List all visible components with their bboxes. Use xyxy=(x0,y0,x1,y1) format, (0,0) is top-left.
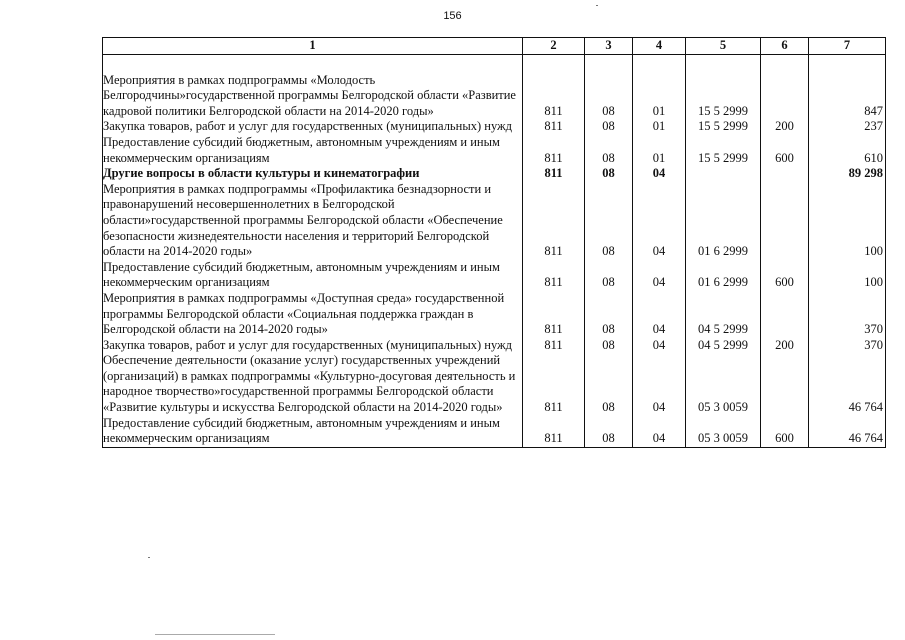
row-section: 08 xyxy=(585,135,633,166)
row-subsection: 04 xyxy=(633,353,686,415)
row-code: 811 xyxy=(523,166,585,182)
row-description: Предоставление субсидий бюджетным, автономным учреждениям и иным некоммерческим организациям xyxy=(103,416,523,448)
row-code: 811 xyxy=(523,416,585,448)
row-amount: 237 xyxy=(809,119,886,135)
row-amount: 370 xyxy=(809,291,886,338)
row-section: 08 xyxy=(585,166,633,182)
row-section: 08 xyxy=(585,260,633,291)
row-description: Обеспечение деятельности (оказание услуг) государственных учреждений (организаций) в рамках подпрограммы «Культурно-досуговая деятельность и народное творчество»государственной программы Белгородской области «Развитие культуры и искусства Белгородской области на 2014-2020 годы» xyxy=(103,353,523,415)
row-target-article: 15 5 2999 xyxy=(686,119,761,135)
header-col-5: 5 xyxy=(686,38,761,55)
table-row xyxy=(103,416,886,448)
row-amount: 46 764 xyxy=(809,353,886,415)
row-target-article: 05 3 0059 xyxy=(686,353,761,415)
table-row xyxy=(103,291,886,338)
table-row xyxy=(103,135,886,166)
row-section: 08 xyxy=(585,119,633,135)
row-section: 08 xyxy=(585,416,633,448)
row-subsection: 04 xyxy=(633,182,686,260)
header-col-2: 2 xyxy=(523,38,585,55)
row-subsection: 04 xyxy=(633,260,686,291)
row-section: 08 xyxy=(585,291,633,338)
row-description: Мероприятия в рамках подпрограммы «Молодость Белгородчины»государственной программы Белгородской области «Развитие кадровой политики Белгородской области на 2014-2020 годы» xyxy=(103,73,523,120)
row-description: Закупка товаров, работ и услуг для государственных (муниципальных) нужд xyxy=(103,338,523,354)
row-amount: 847 xyxy=(809,73,886,120)
row-target-article: 01 6 2999 xyxy=(686,182,761,260)
row-target-article xyxy=(686,166,761,182)
header-col-6: 6 xyxy=(761,38,809,55)
row-description: Закупка товаров, работ и услуг для государственных (муниципальных) нужд xyxy=(103,119,523,135)
row-expense-type xyxy=(761,291,809,338)
row-expense-type xyxy=(761,166,809,182)
scan-artifact xyxy=(596,5,598,6)
row-code: 811 xyxy=(523,353,585,415)
table-row xyxy=(103,166,886,182)
row-section: 08 xyxy=(585,338,633,354)
table-row xyxy=(103,73,886,120)
table-row xyxy=(103,182,886,260)
table-body xyxy=(103,54,886,447)
row-amount: 100 xyxy=(809,260,886,291)
row-expense-type xyxy=(761,353,809,415)
header-col-1: 1 xyxy=(103,38,523,55)
row-code: 811 xyxy=(523,260,585,291)
row-target-article: 15 5 2999 xyxy=(686,135,761,166)
row-subsection: 04 xyxy=(633,166,686,182)
row-section: 08 xyxy=(585,73,633,120)
row-code: 811 xyxy=(523,182,585,260)
row-expense-type xyxy=(761,73,809,120)
row-target-article: 04 5 2999 xyxy=(686,338,761,354)
row-code: 811 xyxy=(523,135,585,166)
row-expense-type: 200 xyxy=(761,119,809,135)
row-expense-type: 600 xyxy=(761,416,809,448)
table-row xyxy=(103,338,886,354)
row-subsection: 01 xyxy=(633,135,686,166)
row-amount: 370 xyxy=(809,338,886,354)
table-row xyxy=(103,119,886,135)
row-subsection: 01 xyxy=(633,73,686,120)
row-section: 08 xyxy=(585,353,633,415)
row-amount: 100 xyxy=(809,182,886,260)
page-number: 156 xyxy=(443,10,462,22)
row-subsection: 01 xyxy=(633,119,686,135)
row-code: 811 xyxy=(523,338,585,354)
header-col-7: 7 xyxy=(809,38,886,55)
row-code: 811 xyxy=(523,291,585,338)
row-amount: 610 xyxy=(809,135,886,166)
header-col-3: 3 xyxy=(585,38,633,55)
row-expense-type: 600 xyxy=(761,260,809,291)
row-target-article: 15 5 2999 xyxy=(686,73,761,120)
header-col-4: 4 xyxy=(633,38,686,55)
row-code: 811 xyxy=(523,119,585,135)
row-target-article: 05 3 0059 xyxy=(686,416,761,448)
row-target-article: 01 6 2999 xyxy=(686,260,761,291)
row-subsection: 04 xyxy=(633,291,686,338)
row-expense-type: 600 xyxy=(761,135,809,166)
row-target-article: 04 5 2999 xyxy=(686,291,761,338)
row-description: Предоставление субсидий бюджетным, автономным учреждениям и иным некоммерческим организациям xyxy=(103,260,523,291)
scan-artifact xyxy=(148,557,150,558)
row-amount: 89 298 xyxy=(809,166,886,182)
row-subsection: 04 xyxy=(633,416,686,448)
row-expense-type xyxy=(761,182,809,260)
row-description: Другие вопросы в области культуры и кинематографии xyxy=(103,166,523,182)
row-description: Мероприятия в рамках подпрограммы «Доступная среда» государственной программы Белгородской области «Социальная поддержка граждан в Белгородской области на 2014-2020 годы» xyxy=(103,291,523,338)
row-expense-type: 200 xyxy=(761,338,809,354)
row-subsection: 04 xyxy=(633,338,686,354)
table-spacer-row xyxy=(103,54,886,73)
budget-table xyxy=(102,37,886,448)
row-code: 811 xyxy=(523,73,585,120)
table-row xyxy=(103,260,886,291)
row-description: Мероприятия в рамках подпрограммы «Профилактика безнадзорности и правонарушений несовершеннолетних в Белгородской области»государственной программы Белгородской области «Обеспечение безопасности жизнедеятельности населения и территорий Белгородской области на 2014-2020 годы» xyxy=(103,182,523,260)
row-amount: 46 764 xyxy=(809,416,886,448)
row-section: 08 xyxy=(585,182,633,260)
row-description: Предоставление субсидий бюджетным, автономным учреждениям и иным некоммерческим организациям xyxy=(103,135,523,166)
table-header-row xyxy=(103,38,886,55)
scan-artifact xyxy=(155,634,275,635)
table-row xyxy=(103,353,886,415)
